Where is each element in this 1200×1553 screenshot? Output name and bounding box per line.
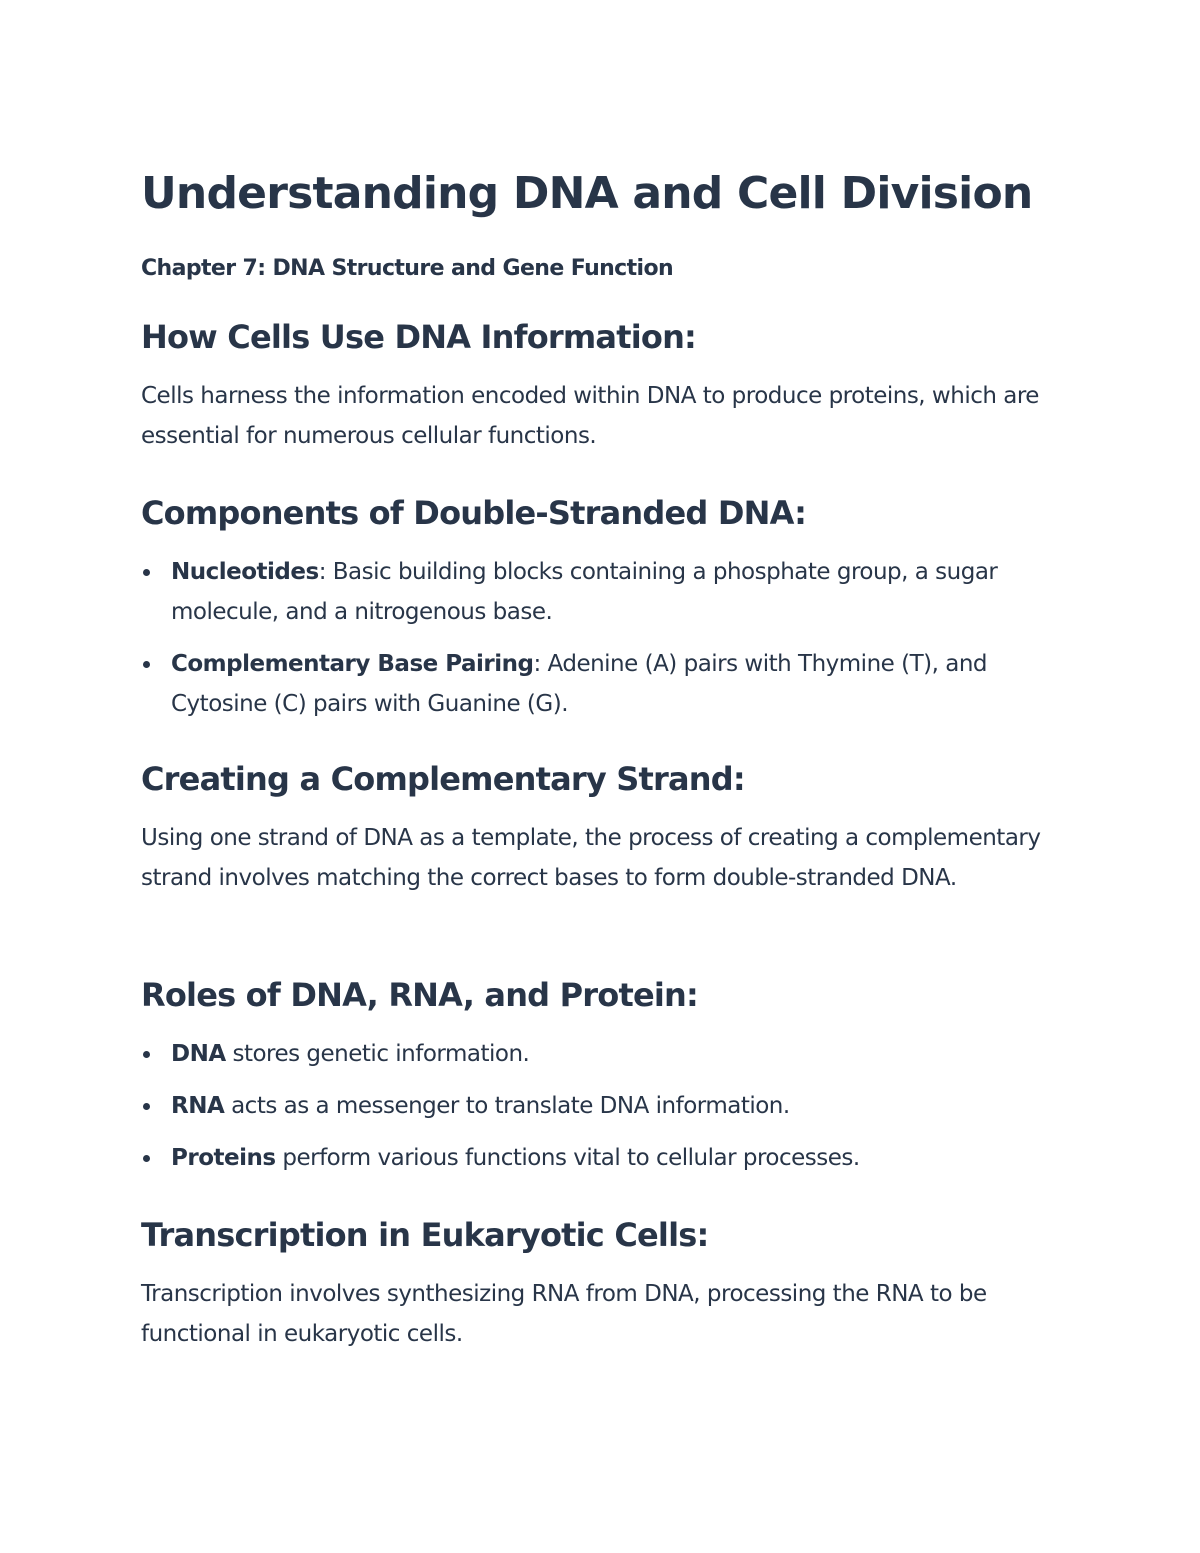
list-item-term: DNA bbox=[171, 1041, 226, 1067]
list-item-text: perform various functions vital to cellular processes. bbox=[275, 1145, 860, 1171]
bullet-icon bbox=[143, 569, 150, 576]
list-item bbox=[141, 552, 1051, 632]
bullet-icon bbox=[143, 1103, 150, 1110]
list-item bbox=[141, 1138, 1051, 1178]
bullet-icon bbox=[143, 1155, 150, 1162]
chapter-subtitle: Chapter 7: DNA Structure and Gene Function bbox=[141, 256, 674, 281]
section-heading: Components of Double-Stranded DNA: bbox=[141, 494, 807, 532]
list-item-text: stores genetic information. bbox=[225, 1041, 530, 1067]
section-heading: Creating a Complementary Strand: bbox=[141, 760, 745, 798]
document-title: Understanding DNA and Cell Division bbox=[141, 168, 1033, 219]
list-item bbox=[141, 1086, 1051, 1126]
bullet-list bbox=[141, 552, 1051, 724]
list-item-text: acts as a messenger to translate DNA information. bbox=[224, 1093, 790, 1119]
section-paragraph: Transcription involves synthesizing RNA from DNA, processing the RNA to be functional in eukaryotic cells. bbox=[141, 1281, 987, 1347]
list-item-text: : Basic building blocks containing a phosphate group, a sugar molecule, and a nitrogenous base. bbox=[171, 559, 998, 625]
list-item-term: RNA bbox=[171, 1093, 225, 1119]
section-roles-of-dna-rna-protein bbox=[141, 974, 1051, 1190]
list-item-term: Complementary Base Pairing bbox=[171, 651, 534, 677]
section-components-of-dna bbox=[141, 492, 1051, 736]
bullet-icon bbox=[143, 661, 150, 668]
section-paragraph: Using one strand of DNA as a template, the process of creating a complementary strand involves matching the correct bases to form double-stranded DNA. bbox=[141, 825, 1041, 891]
section-how-cells-use-dna bbox=[141, 316, 1051, 456]
list-item-term: Nucleotides bbox=[171, 559, 319, 585]
list-item-term: Proteins bbox=[171, 1145, 276, 1171]
bullet-list bbox=[141, 1034, 1051, 1178]
section-creating-complementary-strand bbox=[141, 758, 1051, 898]
list-item bbox=[141, 644, 1051, 724]
section-heading: Transcription in Eukaryotic Cells: bbox=[141, 1216, 709, 1254]
section-heading: Roles of DNA, RNA, and Protein: bbox=[141, 976, 698, 1014]
section-paragraph: Cells harness the information encoded within DNA to produce proteins, which are essential for numerous cellular functions. bbox=[141, 383, 1039, 449]
bullet-icon bbox=[143, 1051, 150, 1058]
list-item bbox=[141, 1034, 1051, 1074]
section-transcription-eukaryotic bbox=[141, 1214, 1051, 1354]
list-item-text: : Adenine (A) pairs with Thymine (T), and Cytosine (C) pairs with Guanine (G). bbox=[171, 651, 987, 717]
section-heading: How Cells Use DNA Information: bbox=[141, 318, 697, 356]
